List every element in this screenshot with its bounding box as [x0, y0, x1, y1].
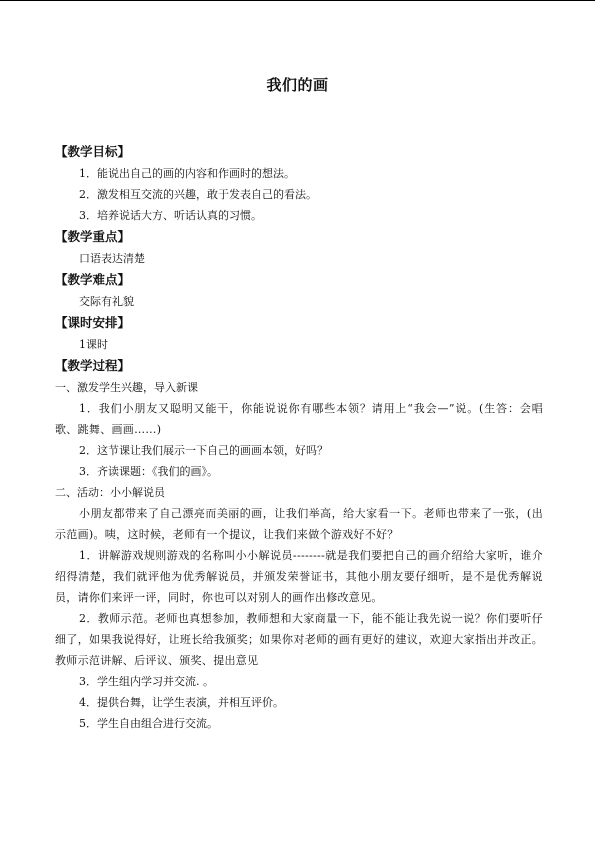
- schedule-heading: 【课时安排】: [55, 315, 131, 330]
- process-part1-item-1: 1．我们小朋友又聪明又能干，你能说说你有哪些本领？请用上“我会—”说。(生答：会唱歌、跳舞、画画……): [55, 402, 543, 436]
- process-part2-item-2: 2．教师示范。老师也真想参加，教师想和大家商量一下，能不能让我先说一说？你们要听仔细了，如果我说得好，让班长给我颁奖；如果你对老师的画有更好的建议，欢迎大家指出并改正。教师示范讲解、后评议、颁奖、提出意见: [55, 612, 543, 667]
- process-part2-intro: 小朋友都带来了自己漂亮而美丽的画，让我们举高，给大家看一下。老师也带来了一张，(出示范画)。咦，这时候，老师有一个提议，让我们来做个游戏好不好？: [55, 507, 543, 541]
- process-part1-item-3: 3．齐读课题：《我们的画》。: [79, 465, 218, 478]
- difficulties-heading: 【教学难点】: [55, 272, 131, 287]
- process-part2-item-5: 5．学生自由组合进行交流。: [79, 717, 218, 730]
- process-part1-item-2: 2．这节课让我们展示一下自己的画画本领，好吗？: [79, 444, 328, 457]
- document-body: [55, 141, 543, 734]
- goals-heading: 【教学目标】: [55, 144, 131, 159]
- goal-item-2: 2．激发相互交流的兴趣，敢于发表自己的看法。: [79, 188, 317, 201]
- goal-item-1: 1．能说出自己的画的内容和作画时的想法。: [79, 167, 295, 180]
- top-border-line: [0, 0, 595, 1]
- key-points-heading: 【教学重点】: [55, 229, 131, 244]
- process-part2-item-3: 3．学生组内学习并交流. 。: [79, 675, 214, 688]
- process-part2-title: 二、活动：小小解说员: [55, 486, 165, 499]
- schedule-text: 1课时: [79, 338, 108, 351]
- process-part2-item-1: 1．讲解游戏规则游戏的名称叫小小解说员--------就是我们要把自己的画介绍给大家听，谁介绍得清楚，我们就评他为优秀解说员，并颁发荣誉证书，其他小朋友要仔细听，是不是优秀解说员，请你们来评一评，同时，你也可以对别人的画作出修改意见。: [55, 549, 543, 604]
- key-points-text: 口语表达清楚: [79, 252, 145, 265]
- difficulties-text: 交际有礼貌: [79, 295, 134, 308]
- goal-item-3: 3．培养说话大方、听话认真的习惯。: [79, 209, 262, 222]
- process-part2-item-4: 4．提供台舞，让学生表演，并相互评价。: [79, 696, 284, 709]
- page-title: 我们的画: [266, 76, 329, 94]
- process-heading: 【教学过程】: [55, 358, 131, 373]
- process-part1-title: 一、激发学生兴趣，导入新课: [55, 381, 198, 394]
